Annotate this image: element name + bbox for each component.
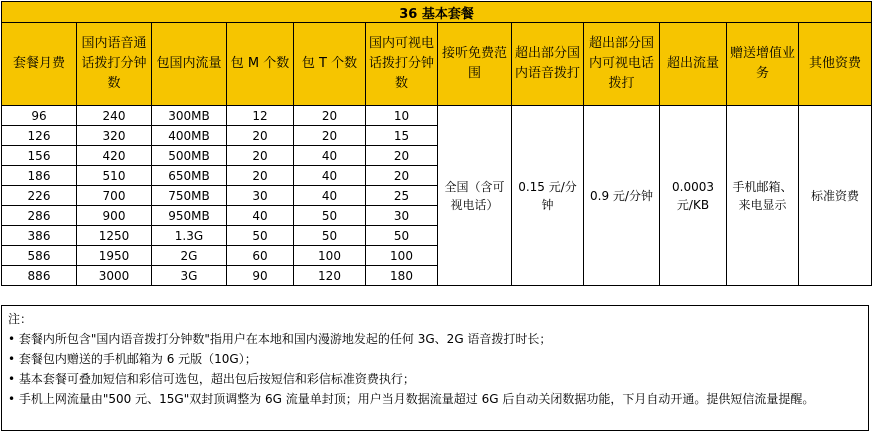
table-cell: 186 xyxy=(2,166,77,186)
table-cell: 20 xyxy=(294,126,366,146)
table-header-row xyxy=(2,23,872,106)
table-cell: 120 xyxy=(294,266,366,286)
table-cell: 420 xyxy=(77,146,152,166)
table-cell: 300MB xyxy=(152,106,227,126)
table-cell: 750MB xyxy=(152,186,227,206)
table-cell: 3000 xyxy=(77,266,152,286)
merged-cell-overflow-voice: 0.15 元/分钟 xyxy=(512,106,584,286)
table-cell: 40 xyxy=(294,166,366,186)
table-cell: 20 xyxy=(227,146,294,166)
table-cell: 320 xyxy=(77,126,152,146)
table-cell: 40 xyxy=(227,206,294,226)
table-cell: 950MB xyxy=(152,206,227,226)
table-cell: 100 xyxy=(294,246,366,266)
note-item: • 套餐内所包含"国内语音拨打分钟数"指用户在本地和国内漫游地发起的任何 3G、2G 语音拨打时长； xyxy=(8,332,552,346)
table-cell: 25 xyxy=(366,186,438,206)
column-header: 包 T 个数 xyxy=(294,23,366,106)
table-cell: 40 xyxy=(294,186,366,206)
table-cell: 1250 xyxy=(77,226,152,246)
table-cell: 10 xyxy=(366,106,438,126)
table-cell: 1950 xyxy=(77,246,152,266)
merged-cell-receive-free: 全国（含可视电话） xyxy=(438,106,512,286)
table-cell: 650MB xyxy=(152,166,227,186)
table-cell: 50 xyxy=(366,226,438,246)
table-cell: 30 xyxy=(227,186,294,206)
table-row xyxy=(2,106,872,126)
table-cell: 3G xyxy=(152,266,227,286)
table-cell: 126 xyxy=(2,126,77,146)
table-cell: 226 xyxy=(2,186,77,206)
column-header: 包国内流量 xyxy=(152,23,227,106)
table-cell: 886 xyxy=(2,266,77,286)
column-header: 国内语音通话拨打分钟数 xyxy=(77,23,152,106)
column-header: 超出部分国内可视电话拨打 xyxy=(584,23,660,106)
table-cell: 180 xyxy=(366,266,438,286)
table-cell: 20 xyxy=(227,166,294,186)
note-item: • 套餐包内赠送的手机邮箱为 6 元版（10G）； xyxy=(8,352,257,366)
table-cell: 15 xyxy=(366,126,438,146)
column-header: 接听免费范围 xyxy=(438,23,512,106)
table-cell: 30 xyxy=(366,206,438,226)
table-cell: 50 xyxy=(294,226,366,246)
table-cell: 20 xyxy=(366,166,438,186)
table-cell: 700 xyxy=(77,186,152,206)
table-cell: 510 xyxy=(77,166,152,186)
merged-cell-value-added: 手机邮箱、来电显示 xyxy=(727,106,799,286)
note-item: • 基本套餐可叠加短信和彩信可选包，超出包后按短信和彩信标准资费执行； xyxy=(8,372,415,386)
table-cell: 1.3G xyxy=(152,226,227,246)
table-cell: 500MB xyxy=(152,146,227,166)
notes-label: 注： xyxy=(8,312,33,326)
merged-cell-overflow-data: 0.0003 元/KB xyxy=(660,106,727,286)
table-title: 36 基本套餐 xyxy=(2,2,872,23)
table-cell: 386 xyxy=(2,226,77,246)
table-cell: 900 xyxy=(77,206,152,226)
merged-cell-overflow-video: 0.9 元/分钟 xyxy=(584,106,660,286)
column-header: 赠送增值业务 xyxy=(727,23,799,106)
note-item: • 手机上网流量由"500 元、15G"双封顶调整为 6G 流量单封顶；用户当月数据流量超过 6G 后自动关闭数据功能，下月自动开通。提供短信流量提醒。 xyxy=(8,392,815,406)
table-cell: 400MB xyxy=(152,126,227,146)
table-cell: 240 xyxy=(77,106,152,126)
notes-section xyxy=(1,305,869,431)
table-cell: 156 xyxy=(2,146,77,166)
table-cell: 90 xyxy=(227,266,294,286)
table-cell: 586 xyxy=(2,246,77,266)
column-header: 包 M 个数 xyxy=(227,23,294,106)
table-cell: 40 xyxy=(294,146,366,166)
table-cell: 100 xyxy=(366,246,438,266)
table-cell: 12 xyxy=(227,106,294,126)
column-header: 其他资费 xyxy=(799,23,872,106)
table-cell: 2G xyxy=(152,246,227,266)
table-cell: 96 xyxy=(2,106,77,126)
column-header: 国内可视电话拨打分钟数 xyxy=(366,23,438,106)
table-cell: 20 xyxy=(227,126,294,146)
column-header: 超出部分国内语音拨打 xyxy=(512,23,584,106)
package-table xyxy=(1,1,872,286)
table-cell: 20 xyxy=(294,106,366,126)
table-cell: 20 xyxy=(366,146,438,166)
column-header: 套餐月费 xyxy=(2,23,77,106)
table-cell: 60 xyxy=(227,246,294,266)
table-cell: 286 xyxy=(2,206,77,226)
table-cell: 50 xyxy=(294,206,366,226)
merged-cell-other-fees: 标准资费 xyxy=(799,106,872,286)
table-cell: 50 xyxy=(227,226,294,246)
column-header: 超出流量 xyxy=(660,23,727,106)
